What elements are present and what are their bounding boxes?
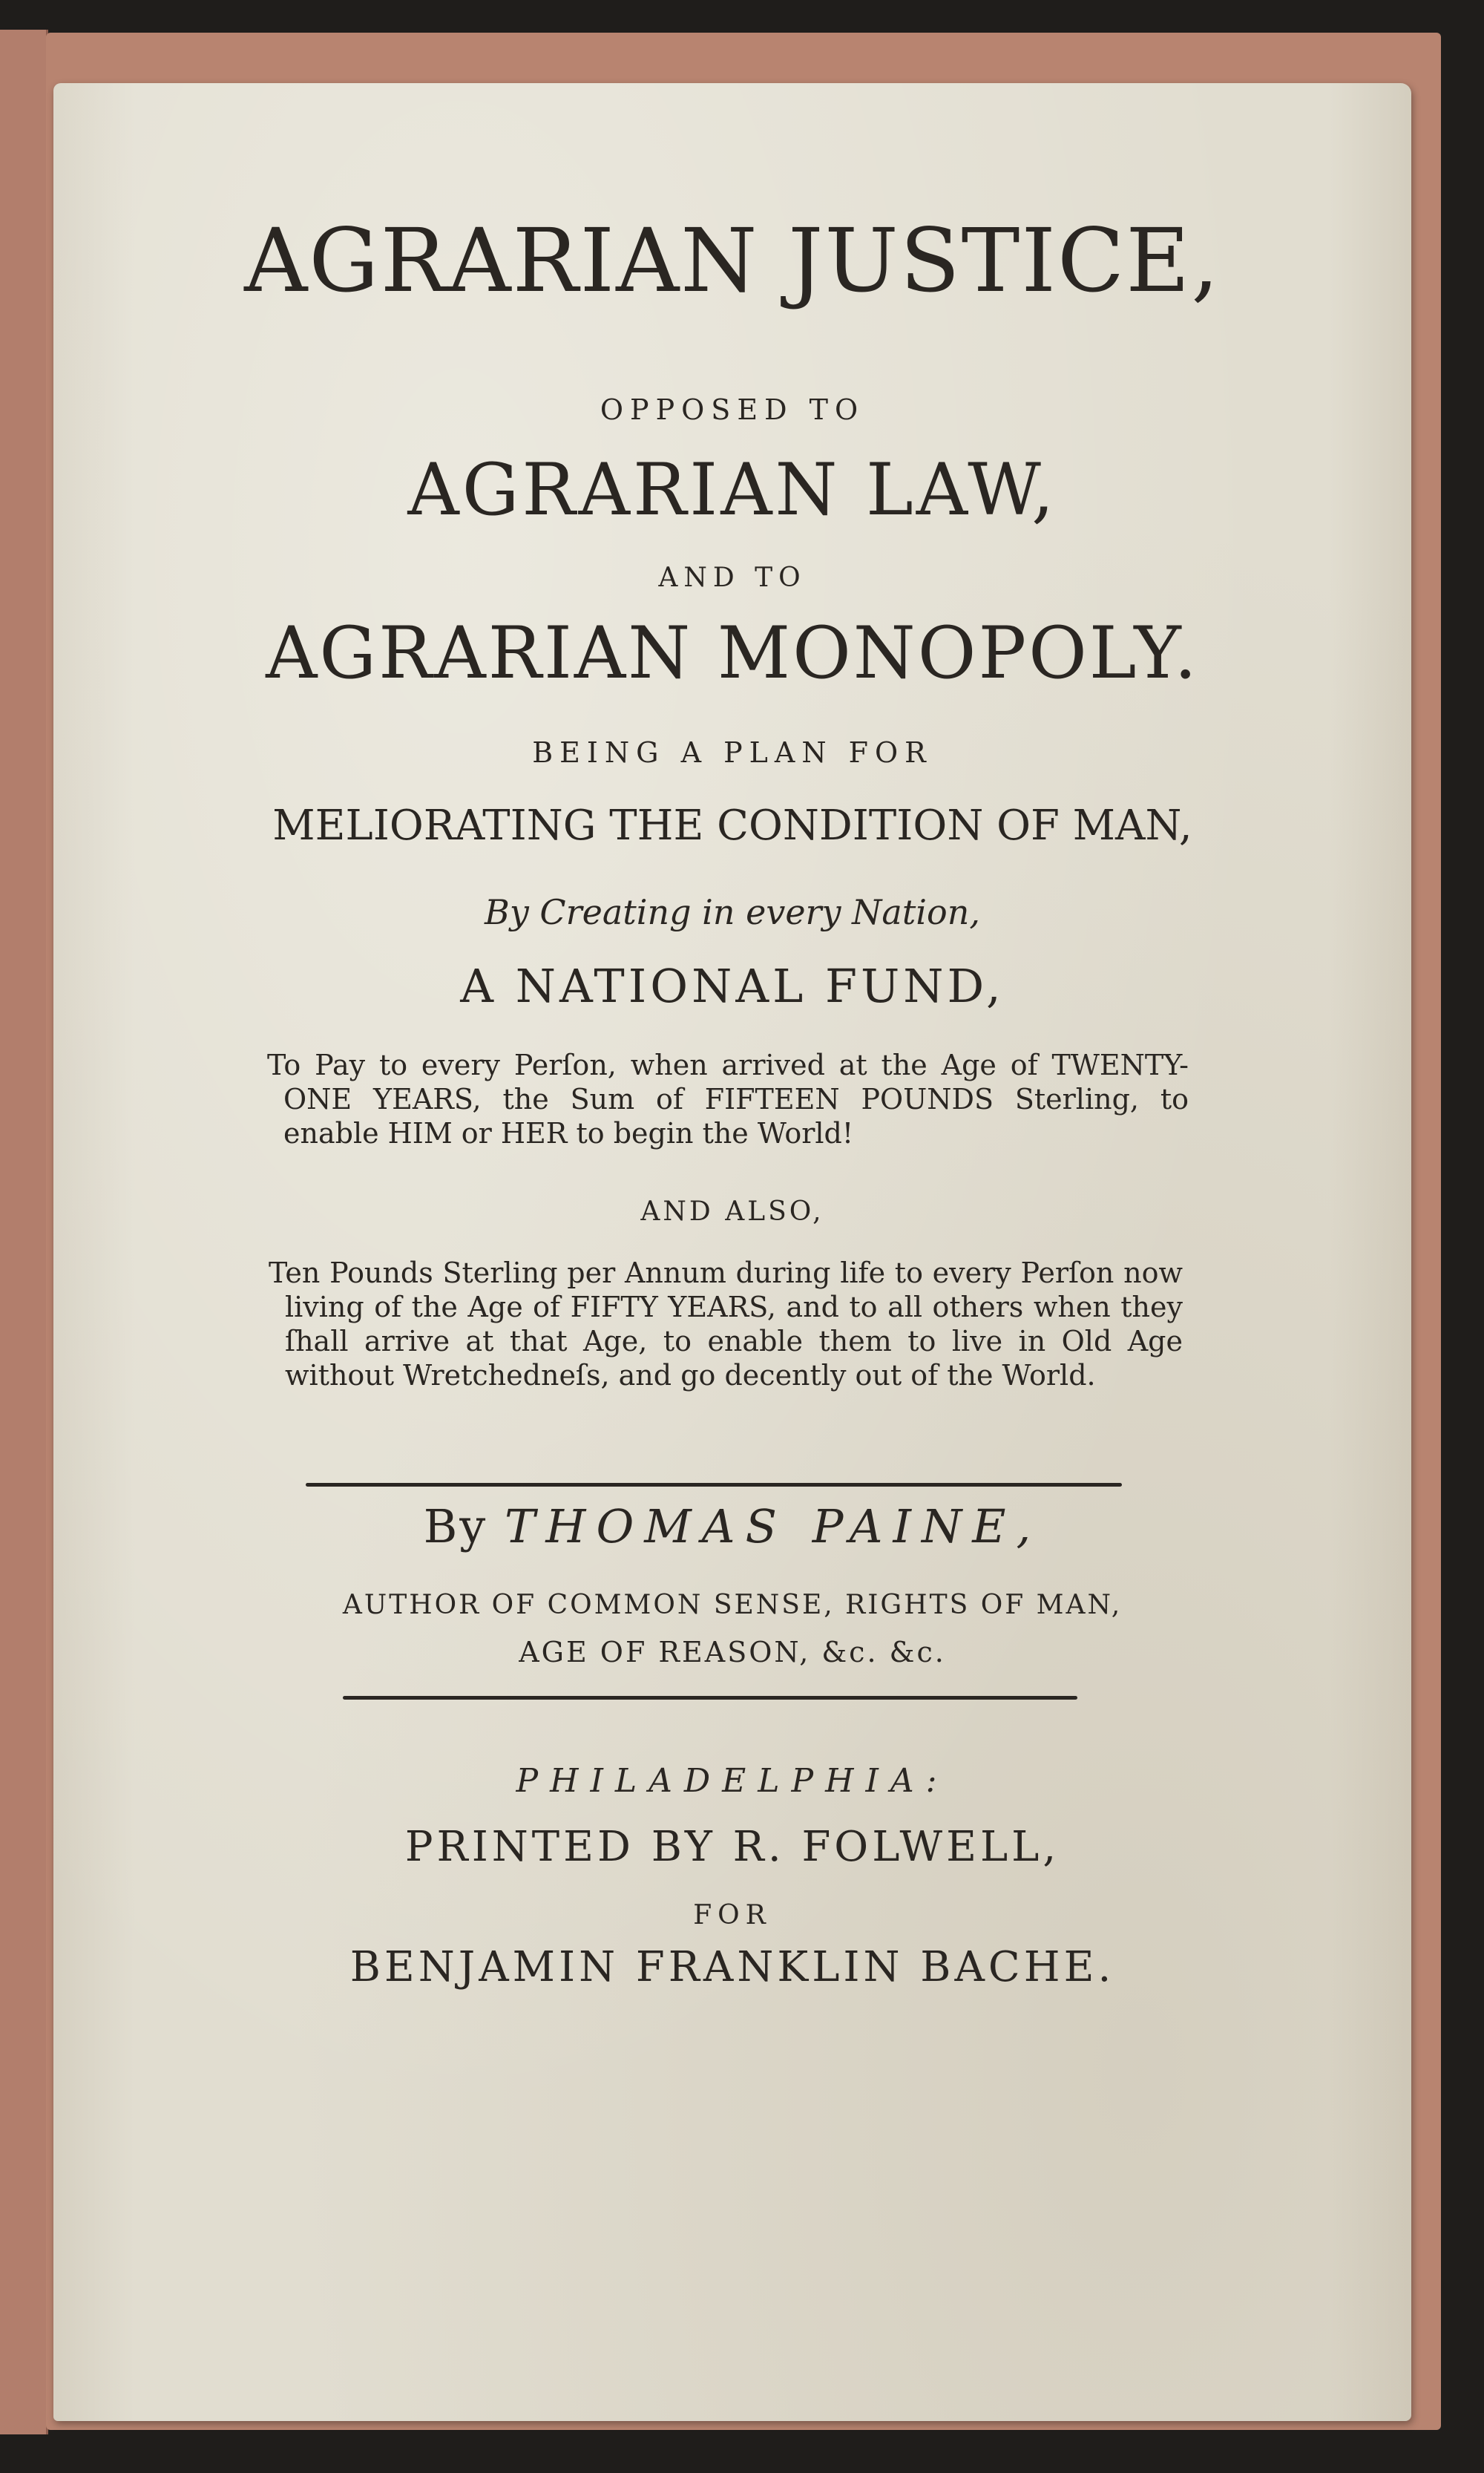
by-creating-line: By Creating in every Nation, [485, 892, 980, 932]
left-cover-edge [0, 30, 48, 2434]
other-works-line: AGE OF REASON, &c. &c. [519, 1636, 946, 1668]
annuity-description-paragraph: Ten Pounds Sterling per Annum during life to every Perſon now living of the Age of FIFTY YEARS, and to all others when they ſhall arrive at that Age, to enable them to live in Old Age without Wretchedneſs, and go decently out of the World. [269, 1257, 1183, 1392]
imprint-printer: PRINTED BY R. FOLWELL, [404, 1823, 1060, 1871]
agrarian-monopoly-line: AGRARIAN MONOPOLY. [266, 612, 1199, 695]
meliorating-line: MELIORATING THE CONDITION OF MAN, [272, 802, 1192, 850]
and-to-line: AND TO [658, 563, 807, 593]
fund-description-paragraph: To Pay to every Perſon, when arrived at the Age of TWENTY-ONE YEARS, the Sum of FIFTEEN POUNDS Sterling, to enable HIM or HER to begin the World! [267, 1049, 1189, 1150]
opposed-to-line: OPPOSED TO [600, 393, 865, 426]
upper-divider-rule [306, 1483, 1122, 1487]
by-word: By [423, 1499, 488, 1553]
imprint-for: FOR [693, 1900, 772, 1930]
agrarian-law-line: AGRARIAN LAW, [407, 448, 1057, 531]
author-works-line: AUTHOR OF COMMON SENSE, RIGHTS OF MAN, [342, 1590, 1123, 1620]
book-title: AGRARIAN JUSTICE, [244, 209, 1221, 312]
author-byline [53, 1499, 1411, 1553]
and-also-line: AND ALSO, [640, 1196, 824, 1227]
imprint-place: PHILADELPHIA: [516, 1762, 949, 1800]
national-fund-line: A NATIONAL FUND, [460, 959, 1005, 1013]
author-name: THOMAS PAINE, [505, 1499, 1042, 1553]
lower-divider-rule [343, 1696, 1077, 1700]
imprint-publisher: BENJAMIN FRANKLIN BACHE. [349, 1943, 1115, 1991]
title-page [53, 83, 1411, 2421]
being-a-plan-line: BEING A PLAN FOR [532, 736, 933, 769]
